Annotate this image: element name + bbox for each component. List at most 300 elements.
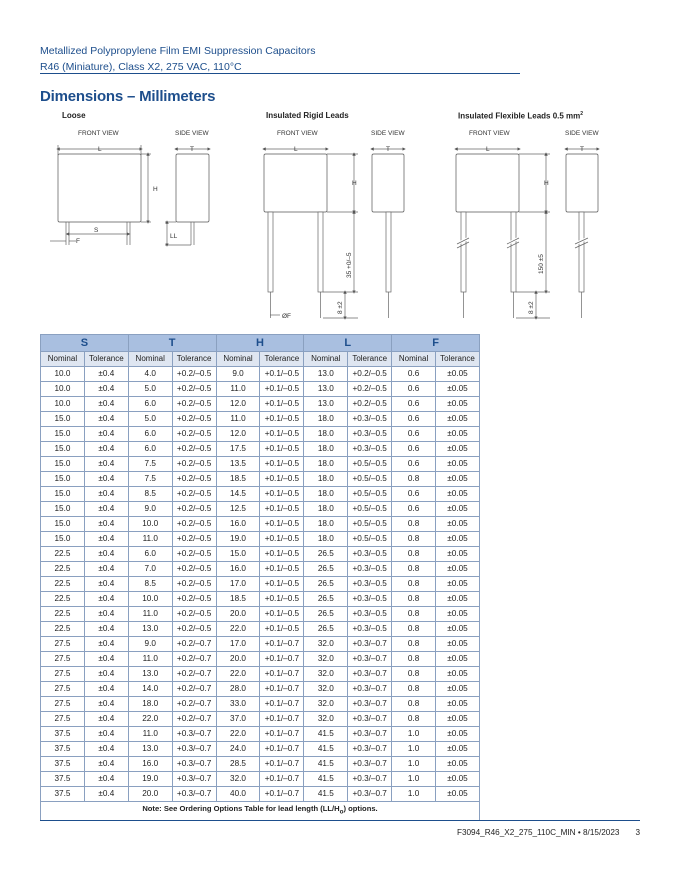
table-cell: ±0.4: [84, 412, 128, 427]
table-cell: ±0.05: [436, 667, 480, 682]
table-cell: +0.3/–0.7: [172, 772, 216, 787]
loose-front-view-label: FRONT VIEW: [78, 130, 119, 137]
table-cell: ±0.05: [436, 757, 480, 772]
table-cell: ±0.05: [436, 397, 480, 412]
table-cell: +0.1/–0.7: [260, 667, 304, 682]
table-cell: 0.8: [392, 517, 436, 532]
table-cell: 0.8: [392, 712, 436, 727]
table-cell: 1.0: [392, 742, 436, 757]
table-cell: 6.0: [128, 547, 172, 562]
table-cell: 0.8: [392, 562, 436, 577]
table-cell: ±0.05: [436, 577, 480, 592]
table-cell: +0.3/–0.7: [348, 652, 392, 667]
table-cell: +0.2/–0.5: [172, 442, 216, 457]
table-cell: ±0.05: [436, 787, 480, 802]
table-cell: +0.2/–0.5: [348, 367, 392, 382]
subheader-nominal: Nominal: [128, 352, 172, 367]
table-cell: 32.0: [304, 697, 348, 712]
table-row: [41, 637, 480, 652]
table-cell: 20.0: [216, 607, 260, 622]
table-cell: 26.5: [304, 592, 348, 607]
table-cell: 26.5: [304, 562, 348, 577]
table-cell: 15.0: [41, 427, 85, 442]
table-cell: ±0.4: [84, 487, 128, 502]
table-cell: 15.0: [41, 502, 85, 517]
group-header-H: H: [216, 335, 304, 352]
table-cell: 17.0: [216, 577, 260, 592]
table-cell: 18.0: [304, 472, 348, 487]
table-cell: +0.1/–0.5: [260, 517, 304, 532]
table-cell: 26.5: [304, 622, 348, 637]
table-cell: 41.5: [304, 757, 348, 772]
table-cell: +0.1/–0.5: [260, 487, 304, 502]
table-cell: 40.0: [216, 787, 260, 802]
table-cell: ±0.05: [436, 697, 480, 712]
table-cell: +0.2/–0.5: [348, 397, 392, 412]
table-cell: ±0.05: [436, 367, 480, 382]
table-cell: ±0.4: [84, 397, 128, 412]
table-cell: +0.3/–0.7: [348, 727, 392, 742]
table-cell: 0.6: [392, 382, 436, 397]
table-cell: 32.0: [304, 712, 348, 727]
table-cell: +0.2/–0.7: [172, 667, 216, 682]
table-cell: 15.0: [41, 457, 85, 472]
table-cell: 19.0: [216, 532, 260, 547]
table-cell: ±0.4: [84, 757, 128, 772]
table-cell: ±0.05: [436, 412, 480, 427]
table-cell: ±0.05: [436, 487, 480, 502]
table-cell: 5.0: [128, 412, 172, 427]
rigid-front-view-label: FRONT VIEW: [277, 130, 318, 137]
table-cell: ±0.4: [84, 622, 128, 637]
table-cell: 1.0: [392, 757, 436, 772]
label-L-rigid: L: [294, 146, 298, 153]
table-cell: +0.2/–0.7: [172, 682, 216, 697]
table-row: [41, 457, 480, 472]
table-cell: 0.6: [392, 487, 436, 502]
table-row: [41, 712, 480, 727]
table-cell: +0.3/–0.7: [172, 727, 216, 742]
table-cell: ±0.05: [436, 742, 480, 757]
table-cell: ±0.4: [84, 682, 128, 697]
table-cell: 13.0: [304, 367, 348, 382]
table-cell: ±0.4: [84, 637, 128, 652]
table-cell: 13.0: [128, 667, 172, 682]
table-cell: 26.5: [304, 607, 348, 622]
table-cell: +0.1/–0.7: [260, 652, 304, 667]
table-cell: +0.1/–0.7: [260, 712, 304, 727]
table-row: [41, 682, 480, 697]
table-cell: ±0.05: [436, 727, 480, 742]
table-cell: ±0.4: [84, 787, 128, 802]
group-header-F: F: [392, 335, 480, 352]
table-cell: 12.5: [216, 502, 260, 517]
table-cell: +0.1/–0.7: [260, 757, 304, 772]
table-cell: 15.0: [41, 532, 85, 547]
table-cell: 18.0: [304, 427, 348, 442]
table-cell: 0.8: [392, 637, 436, 652]
table-cell: +0.1/–0.5: [260, 607, 304, 622]
table-cell: 11.0: [128, 652, 172, 667]
table-cell: 22.5: [41, 592, 85, 607]
table-cell: 0.8: [392, 577, 436, 592]
subheader-tolerance: Tolerance: [436, 352, 480, 367]
table-cell: 13.0: [304, 382, 348, 397]
table-cell: 16.0: [128, 757, 172, 772]
table-cell: ±0.4: [84, 667, 128, 682]
table-cell: ±0.05: [436, 637, 480, 652]
table-cell: 27.5: [41, 652, 85, 667]
table-cell: 22.0: [216, 727, 260, 742]
table-cell: 13.0: [128, 622, 172, 637]
table-cell: 32.0: [304, 652, 348, 667]
table-cell: 7.5: [128, 457, 172, 472]
table-cell: +0.5/–0.5: [348, 502, 392, 517]
table-row: [41, 562, 480, 577]
table-cell: +0.5/–0.5: [348, 472, 392, 487]
table-cell: ±0.05: [436, 652, 480, 667]
footer-divider: [40, 820, 640, 821]
page-title: Dimensions – Millimeters: [40, 88, 216, 105]
table-cell: +0.2/–0.5: [172, 577, 216, 592]
table-cell: +0.3/–0.7: [348, 757, 392, 772]
table-cell: 0.8: [392, 547, 436, 562]
table-row: [41, 742, 480, 757]
table-row: [41, 472, 480, 487]
table-row: [41, 502, 480, 517]
table-cell: 0.8: [392, 592, 436, 607]
table-cell: 4.0: [128, 367, 172, 382]
table-cell: ±0.4: [84, 712, 128, 727]
table-cell: 27.5: [41, 667, 85, 682]
table-cell: 27.5: [41, 637, 85, 652]
table-cell: 13.5: [216, 457, 260, 472]
table-cell: ±0.05: [436, 682, 480, 697]
table-cell: 26.5: [304, 577, 348, 592]
table-cell: 18.0: [304, 502, 348, 517]
flex-side-view-label: SIDE VIEW: [565, 130, 599, 137]
table-cell: ±0.05: [436, 712, 480, 727]
table-cell: 10.0: [128, 592, 172, 607]
table-cell: +0.2/–0.7: [172, 637, 216, 652]
label-L-flex: L: [486, 146, 490, 153]
table-cell: +0.3/–0.7: [348, 667, 392, 682]
table-cell: +0.3/–0.7: [348, 787, 392, 802]
table-cell: 0.8: [392, 607, 436, 622]
table-cell: +0.1/–0.7: [260, 727, 304, 742]
table-cell: +0.1/–0.5: [260, 622, 304, 637]
table-cell: 20.0: [216, 652, 260, 667]
table-cell: +0.1/–0.5: [260, 457, 304, 472]
dimensions-table: [40, 334, 480, 821]
table-cell: 0.6: [392, 367, 436, 382]
table-cell: +0.3/–0.5: [348, 547, 392, 562]
table-row: [41, 547, 480, 562]
table-cell: 11.0: [216, 412, 260, 427]
table-cell: +0.5/–0.5: [348, 487, 392, 502]
table-body: [41, 367, 480, 802]
label-T-flex: T: [580, 146, 584, 153]
subheader-nominal: Nominal: [41, 352, 85, 367]
table-cell: 18.0: [304, 487, 348, 502]
table-row: [41, 622, 480, 637]
table-cell: +0.2/–0.5: [172, 622, 216, 637]
table-cell: ±0.4: [84, 472, 128, 487]
table-cell: 11.0: [128, 607, 172, 622]
table-cell: +0.2/–0.7: [172, 652, 216, 667]
table-row: [41, 532, 480, 547]
table-cell: 32.0: [216, 772, 260, 787]
table-cell: +0.3/–0.7: [348, 682, 392, 697]
document-id: F3094_R46_X2_275_110C_MIN • 8/15/2023: [456, 828, 620, 837]
table-cell: ±0.05: [436, 457, 480, 472]
table-cell: 10.0: [41, 382, 85, 397]
table-cell: 6.0: [128, 427, 172, 442]
table-cell: 7.5: [128, 472, 172, 487]
subheader-tolerance: Tolerance: [172, 352, 216, 367]
table-cell: 10.0: [128, 517, 172, 532]
table-cell: ±0.4: [84, 457, 128, 472]
table-cell: 37.5: [41, 772, 85, 787]
table-cell: 32.0: [304, 667, 348, 682]
label-F-loose: F: [76, 238, 80, 245]
table-cell: 7.0: [128, 562, 172, 577]
table-cell: 6.0: [128, 442, 172, 457]
table-cell: +0.2/–0.5: [172, 502, 216, 517]
table-cell: ±0.05: [436, 547, 480, 562]
table-cell: 1.0: [392, 772, 436, 787]
table-cell: 22.5: [41, 622, 85, 637]
table-cell: ±0.05: [436, 472, 480, 487]
table-cell: +0.3/–0.5: [348, 577, 392, 592]
table-cell: 0.8: [392, 622, 436, 637]
table-cell: 19.0: [128, 772, 172, 787]
table-cell: +0.2/–0.5: [172, 397, 216, 412]
table-cell: +0.3/–0.5: [348, 592, 392, 607]
table-cell: 18.0: [304, 412, 348, 427]
table-cell: +0.1/–0.7: [260, 682, 304, 697]
table-cell: +0.2/–0.5: [172, 472, 216, 487]
table-cell: 15.0: [41, 487, 85, 502]
table-cell: +0.1/–0.5: [260, 547, 304, 562]
table-cell: +0.1/–0.7: [260, 787, 304, 802]
table-cell: +0.2/–0.5: [172, 562, 216, 577]
table-cell: +0.1/–0.5: [260, 592, 304, 607]
loose-side-drawing: [165, 149, 209, 245]
subheader-tolerance: Tolerance: [84, 352, 128, 367]
table-cell: 37.5: [41, 742, 85, 757]
table-cell: 0.8: [392, 667, 436, 682]
table-cell: +0.3/–0.7: [172, 787, 216, 802]
rigid-side-drawing: [372, 149, 404, 318]
section-flexible-label: Insulated Flexible Leads 0.5 $mm^2$: [458, 111, 584, 121]
table-row: [41, 427, 480, 442]
subheader-nominal: Nominal: [216, 352, 260, 367]
table-cell: ±0.05: [436, 562, 480, 577]
table-cell: +0.3/–0.7: [172, 757, 216, 772]
table-cell: ±0.05: [436, 622, 480, 637]
table-cell: 0.8: [392, 682, 436, 697]
table-cell: 9.0: [128, 637, 172, 652]
table-cell: +0.3/–0.5: [348, 442, 392, 457]
table-cell: 0.8: [392, 532, 436, 547]
table-row: [41, 667, 480, 682]
table-cell: 22.5: [41, 577, 85, 592]
table-cell: 18.0: [304, 532, 348, 547]
page-footer: [457, 828, 640, 837]
table-cell: ±0.05: [436, 502, 480, 517]
table-cell: ±0.4: [84, 532, 128, 547]
label-L-loose: L: [98, 146, 102, 153]
table-cell: 27.5: [41, 712, 85, 727]
label-rigid-lead-length: 35 +0/–5: [346, 252, 353, 278]
table-cell: 5.0: [128, 382, 172, 397]
table-cell: 12.0: [216, 427, 260, 442]
header-line-2: R46 (Miniature), Class X2, 275 VAC, 110°C: [40, 61, 242, 73]
table-cell: 22.0: [128, 712, 172, 727]
table-row: [41, 517, 480, 532]
table-cell: +0.1/–0.5: [260, 367, 304, 382]
table-cell: 18.0: [304, 457, 348, 472]
group-header-S: S: [41, 335, 129, 352]
label-H-loose: H: [153, 186, 158, 193]
table-cell: 0.6: [392, 397, 436, 412]
table-cell: 37.5: [41, 787, 85, 802]
table-row: [41, 697, 480, 712]
label-H-flex: H: [544, 180, 549, 187]
table-cell: +0.2/–0.5: [172, 382, 216, 397]
table-cell: 41.5: [304, 727, 348, 742]
table-subheader-row: [41, 352, 480, 367]
table-row: [41, 397, 480, 412]
table-cell: ±0.4: [84, 772, 128, 787]
table-cell: 10.0: [41, 367, 85, 382]
table-cell: 18.5: [216, 592, 260, 607]
table-cell: ±0.4: [84, 742, 128, 757]
table-cell: 20.0: [128, 787, 172, 802]
table-cell: +0.1/–0.5: [260, 427, 304, 442]
table-cell: +0.2/–0.5: [172, 547, 216, 562]
table-cell: 12.0: [216, 397, 260, 412]
table-cell: 6.0: [128, 397, 172, 412]
table-cell: 0.8: [392, 697, 436, 712]
table-cell: 15.0: [216, 547, 260, 562]
table-cell: 32.0: [304, 637, 348, 652]
table-note: Note: See Ordering Options Table for lead length $(LL/H_o)$ options.: [41, 802, 480, 821]
table-cell: 15.0: [41, 412, 85, 427]
table-cell: +0.3/–0.5: [348, 412, 392, 427]
table-cell: +0.3/–0.7: [348, 697, 392, 712]
table-cell: 41.5: [304, 742, 348, 757]
table-cell: 22.0: [216, 667, 260, 682]
table-cell: ±0.05: [436, 592, 480, 607]
table-cell: 1.0: [392, 787, 436, 802]
table-cell: 0.6: [392, 457, 436, 472]
table-row: [41, 412, 480, 427]
table-cell: +0.2/–0.5: [348, 382, 392, 397]
table-cell: +0.3/–0.5: [348, 622, 392, 637]
table-cell: 18.5: [216, 472, 260, 487]
label-LL-loose: LL: [170, 233, 178, 240]
table-cell: ±0.05: [436, 382, 480, 397]
table-cell: 8.5: [128, 487, 172, 502]
table-cell: ±0.4: [84, 442, 128, 457]
table-cell: ±0.05: [436, 607, 480, 622]
table-cell: +0.1/–0.5: [260, 502, 304, 517]
table-cell: 17.0: [216, 637, 260, 652]
table-cell: 28.0: [216, 682, 260, 697]
table-cell: +0.3/–0.7: [348, 637, 392, 652]
table-cell: 27.5: [41, 697, 85, 712]
table-row: [41, 487, 480, 502]
flex-front-view-label: FRONT VIEW: [469, 130, 510, 137]
table-cell: +0.1/–0.5: [260, 412, 304, 427]
table-cell: +0.3/–0.7: [348, 772, 392, 787]
table-cell: +0.1/–0.5: [260, 577, 304, 592]
table-cell: 13.0: [128, 742, 172, 757]
table-cell: +0.5/–0.5: [348, 517, 392, 532]
table-cell: +0.2/–0.5: [172, 367, 216, 382]
table-cell: 14.5: [216, 487, 260, 502]
table-cell: 14.0: [128, 682, 172, 697]
table-row: [41, 772, 480, 787]
table-cell: 22.5: [41, 562, 85, 577]
table-cell: 41.5: [304, 772, 348, 787]
table-cell: 41.5: [304, 787, 348, 802]
table-row: [41, 652, 480, 667]
table-row: [41, 577, 480, 592]
flex-front-drawing: [456, 149, 550, 318]
table-cell: 0.6: [392, 502, 436, 517]
label-flex-lead-length: 150 ±5: [538, 254, 545, 274]
table-cell: 11.0: [216, 382, 260, 397]
table-cell: ±0.05: [436, 427, 480, 442]
group-header-L: L: [304, 335, 392, 352]
table-cell: +0.2/–0.5: [172, 427, 216, 442]
table-cell: ±0.4: [84, 577, 128, 592]
loose-side-view-label: SIDE VIEW: [175, 130, 209, 137]
label-H-rigid: H: [352, 180, 357, 187]
table-group-header-row: [41, 335, 480, 352]
table-cell: +0.3/–0.7: [348, 712, 392, 727]
table-cell: 0.8: [392, 472, 436, 487]
table-cell: 13.0: [304, 397, 348, 412]
table-cell: +0.1/–0.5: [260, 562, 304, 577]
table-cell: +0.3/–0.5: [348, 562, 392, 577]
table-cell: +0.2/–0.5: [172, 487, 216, 502]
subheader-tolerance: Tolerance: [348, 352, 392, 367]
loose-front-drawing: [50, 145, 151, 245]
subheader-nominal: Nominal: [392, 352, 436, 367]
table-note-row: [41, 802, 480, 821]
table-cell: +0.5/–0.5: [348, 457, 392, 472]
table-cell: +0.2/–0.5: [172, 517, 216, 532]
table-cell: ±0.4: [84, 517, 128, 532]
table-cell: 11.0: [128, 727, 172, 742]
table-cell: 15.0: [41, 472, 85, 487]
rigid-front-drawing: [264, 149, 358, 318]
table-cell: 0.6: [392, 442, 436, 457]
rigid-side-view-label: SIDE VIEW: [371, 130, 405, 137]
subheader-nominal: Nominal: [304, 352, 348, 367]
table-cell: ±0.4: [84, 562, 128, 577]
table-cell: +0.3/–0.7: [172, 742, 216, 757]
table-cell: +0.2/–0.7: [172, 712, 216, 727]
table-cell: 15.0: [41, 442, 85, 457]
header-line-1: Metallized Polypropylene Film EMI Suppression Capacitors: [40, 45, 316, 57]
table-row: [41, 367, 480, 382]
table-cell: ±0.4: [84, 592, 128, 607]
